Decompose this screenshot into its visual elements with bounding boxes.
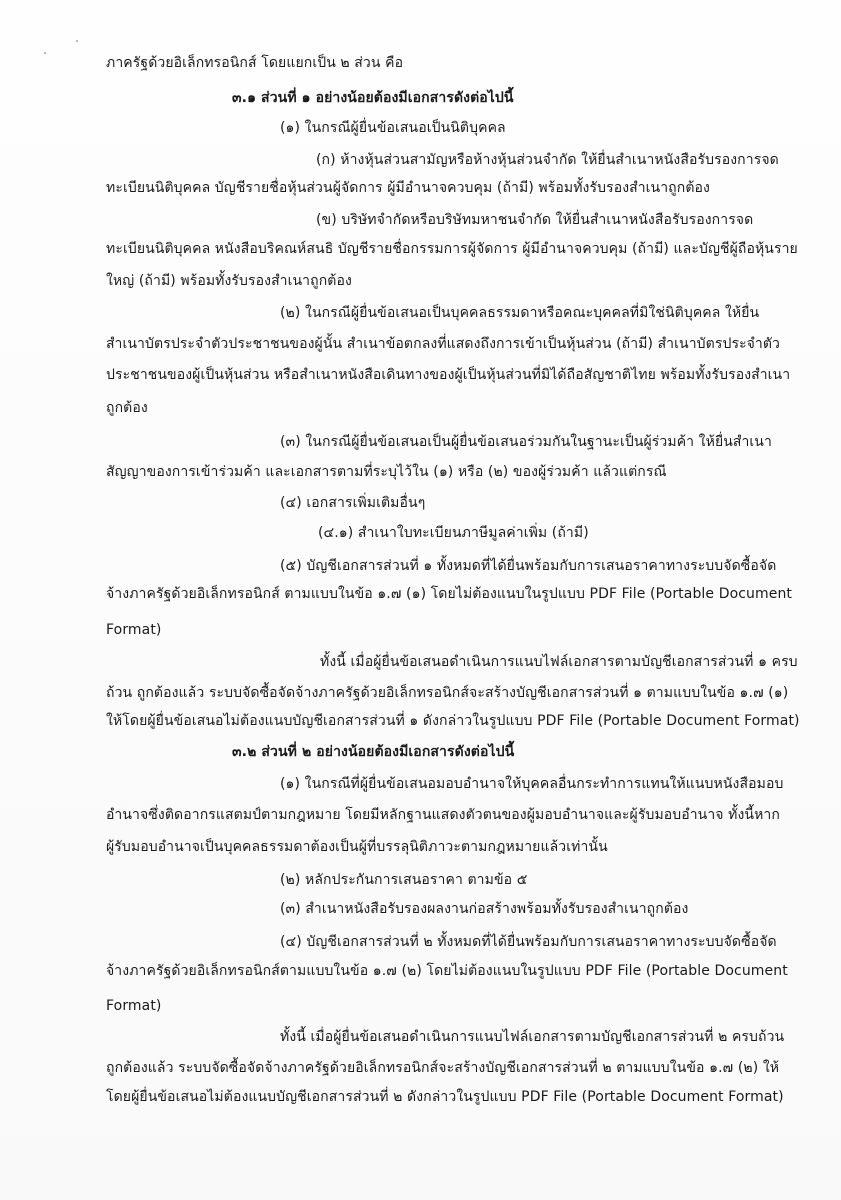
text-line: (๓) สำเนาหนังสือรับรองผลงานก่อสร้างพร้อมทั้งรับรองสำเนาถูกต้อง	[280, 901, 689, 917]
text-line: (ก) ห้างหุ้นส่วนสามัญหรือห้างหุ้นส่วนจำกัด ให้ยื่นสำเนาหนังสือรับรองการจด	[316, 152, 779, 168]
text-line: Format)	[106, 622, 162, 638]
text-line: (๕) บัญชีเอกสารส่วนที่ ๑ ทั้งหมดที่ได้ยื่นพร้อมกับการเสนอราคาทางระบบจัดซื้อจัด	[280, 558, 777, 574]
text-line: ผู้รับมอบอำนาจเป็นบุคคลธรรมดาต้องเป็นผู้ที่บรรลุนิติภาวะตามกฎหมายแล้วเท่านั้น	[106, 839, 608, 855]
text-line: (๒) ในกรณีผู้ยื่นข้อเสนอเป็นบุคคลธรรมดาหรือคณะบุคคลที่มิใช่นิติบุคคล ให้ยื่น	[280, 305, 760, 321]
text-line: ถ้วน ถูกต้องแล้ว ระบบจัดซื้อจัดจ้างภาครัฐด้วยอิเล็กทรอนิกส์จะสร้างบัญชีเอกสารส่วนที่ ๑ ตามแบบในข้อ ๑.๗ (๑)	[106, 685, 789, 701]
text-line: อำนาจซึ่งติดอากรแสตมป์ตามกฎหมาย โดยมีหลักฐานแสดงตัวตนของผู้มอบอำนาจและผู้รับมอบอำนาจ ทั้งนี้หาก	[106, 807, 780, 823]
text-line: ให้โดยผู้ยื่นข้อเสนอไม่ต้องแนบบัญชีเอกสารส่วนที่ ๑ ดังกล่าวในรูปแบบ PDF File (Portable Document Format)	[106, 713, 800, 729]
text-line: สัญญาของการเข้าร่วมค้า และเอกสารตามที่ระบุไว้ใน (๑) หรือ (๒) ของผู้ร่วมค้า แล้วแต่กรณี	[106, 464, 667, 480]
text-line: (ข) บริษัทจำกัดหรือบริษัทมหาชนจำกัด ให้ยื่นสำเนาหนังสือรับรองการจด	[316, 212, 754, 228]
text-line: (๔) บัญชีเอกสารส่วนที่ ๒ ทั้งหมดที่ได้ยื่นพร้อมกับการเสนอราคาทางระบบจัดซื้อจัด	[280, 934, 777, 950]
text-line: ทะเบียนนิติบุคคล หนังสือบริคณห์สนธิ บัญชีรายชื่อกรรมการผู้จัดการ ผู้มีอำนาจควบคุม (ถ้ามี) และบัญชีผู้ถือหุ้นราย	[106, 241, 798, 257]
text-line: ภาครัฐด้วยอิเล็กทรอนิกส์ โดยแยกเป็น ๒ ส่วน คือ	[106, 55, 404, 71]
text-line: จ้างภาครัฐด้วยอิเล็กทรอนิกส์ ตามแบบในข้อ ๑.๗ (๑) โดยไม่ต้องแนบในรูปแบบ PDF File (Portable Document	[106, 586, 793, 602]
section-heading-3-1: ๓.๑ ส่วนที่ ๑ อย่างน้อยต้องมีเอกสารดังต่อไปนี้	[232, 90, 514, 106]
text-line: (๔) เอกสารเพิ่มเติมอื่นๆ	[280, 495, 426, 511]
text-line: ถูกต้องแล้ว ระบบจัดซื้อจัดจ้างภาครัฐด้วยอิเล็กทรอนิกส์จะสร้างบัญชีเอกสารส่วนที่ ๒ ตามแบบในข้อ ๑.๗ (๒) ให้	[106, 1060, 780, 1076]
section-heading-3-2: ๓.๒ ส่วนที่ ๒ อย่างน้อยต้องมีเอกสารดังต่อไปนี้	[232, 744, 515, 760]
text-line: จ้างภาครัฐด้วยอิเล็กทรอนิกส์ตามแบบในข้อ ๑.๗ (๒) โดยไม่ต้องแนบในรูปแบบ PDF File (Portable Document	[106, 963, 788, 979]
text-line: โดยผู้ยื่นข้อเสนอไม่ต้องแนบบัญชีเอกสารส่วนที่ ๒ ดังกล่าวในรูปแบบ PDF File (Portable Document Format)	[106, 1089, 784, 1105]
scan-speck	[76, 40, 78, 42]
text-line: (๑) ในกรณีที่ผู้ยื่นข้อเสนอมอบอำนาจให้บุคคลอื่นกระทำการแทนให้แนบหนังสือมอบ	[280, 776, 784, 792]
text-line: ทั้งนี้ เมื่อผู้ยื่นข้อเสนอดำเนินการแนบไฟล์เอกสารตามบัญชีเอกสารส่วนที่ ๒ ครบถ้วน	[280, 1029, 785, 1045]
text-line: ใหญ่ (ถ้ามี) พร้อมทั้งรับรองสำเนาถูกต้อง	[106, 273, 352, 289]
text-line: ทั้งนี้ เมื่อผู้ยื่นข้อเสนอดำเนินการแนบไฟล์เอกสารตามบัญชีเอกสารส่วนที่ ๑ ครบ	[320, 654, 798, 670]
scan-speck	[44, 52, 46, 54]
text-line: สำเนาบัตรประจำตัวประชาชนของผู้นั้น สำเนาข้อตกลงที่แสดงถึงการเข้าเป็นหุ้นส่วน (ถ้ามี) สำเนาบัตรประจำตัว	[106, 336, 781, 352]
text-line: Format)	[106, 998, 162, 1014]
text-line: (๑) ในกรณีผู้ยื่นข้อเสนอเป็นนิติบุคคล	[280, 120, 506, 136]
text-line: ทะเบียนนิติบุคคล บัญชีรายชื่อหุ้นส่วนผู้จัดการ ผู้มีอำนาจควบคุม (ถ้ามี) พร้อมทั้งรับรองสำเนาถูกต้อง	[106, 180, 710, 196]
text-line: (๔.๑) สำเนาใบทะเบียนภาษีมูลค่าเพิ่ม (ถ้ามี)	[318, 525, 589, 541]
text-line: (๒) หลักประกันการเสนอราคา ตามข้อ ๕	[280, 872, 528, 888]
text-line: ถูกต้อง	[106, 400, 148, 416]
text-line: (๓) ในกรณีผู้ยื่นข้อเสนอเป็นผู้ยื่นข้อเสนอร่วมกันในฐานะเป็นผู้ร่วมค้า ให้ยื่นสำเนา	[280, 434, 772, 450]
text-line: ประชาชนของผู้เป็นหุ้นส่วน หรือสำเนาหนังสือเดินทางของผู้เป็นหุ้นส่วนที่มิได้ถือสัญชาติไทย พร้อมทั้งรับรองสำเนา	[106, 367, 791, 383]
